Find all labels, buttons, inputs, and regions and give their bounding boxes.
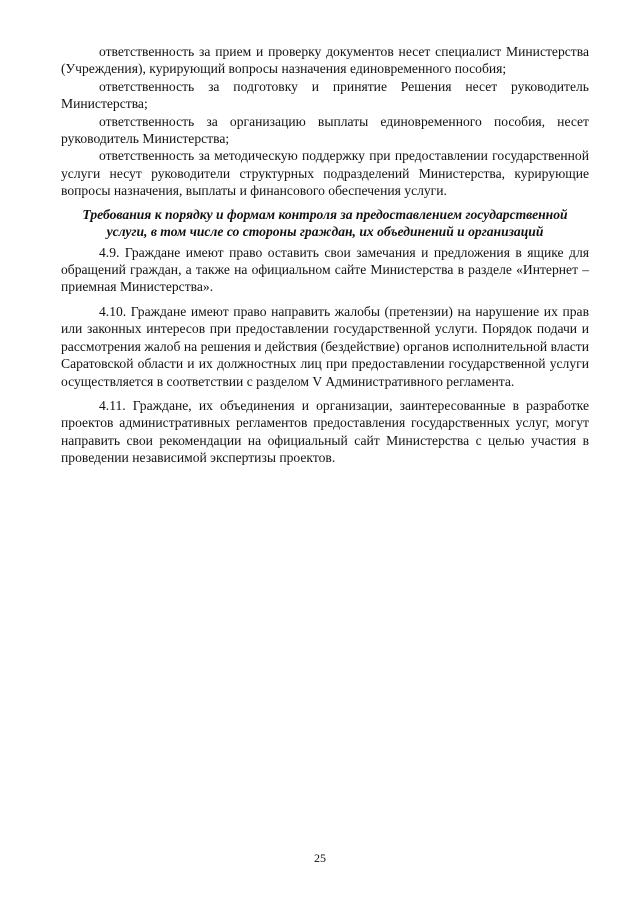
paragraph-responsibility-payment: ответственность за организацию выплаты единовременного пособия, несет руководитель Министерства; <box>61 113 589 147</box>
paragraph-4-10: 4.10. Граждане имеют право направить жалобы (претензии) на нарушение их прав или законных интересов при предоставлении государственной услуги. Порядок подачи и рассмотрения жалоб на решения и действия (бездействие) органов исполнительной власти Саратовской области и их должностных лиц при предоставлении государственной услуги осуществляется в соответствии с разделом V Административного регламента. <box>61 303 589 389</box>
paragraph-4-11: 4.11. Граждане, их объединения и организации, заинтересованные в разработке проектов административных регламентов предоставления государственных услуг, могут направить свои рекомендации на официальный сайт Министерства с целью участия в проведении независимой экспертизы проектов. <box>61 397 589 466</box>
section-heading-line-1: Требования к порядку и формам контроля за предоставлением государственной <box>82 206 568 222</box>
section-heading <box>61 206 589 240</box>
paragraph-responsibility-decision: ответственность за подготовку и принятие Решения несет руководитель Министерства; <box>61 78 589 112</box>
section-heading-line-2: услуги, в том числе со стороны граждан, их объединений и организаций <box>106 223 544 239</box>
paragraph-4-9: 4.9. Граждане имеют право оставить свои замечания и предложения в ящике для обращений граждан, а также на официальном сайте Министерства в разделе «Интернет – приемная Министерства». <box>61 244 589 295</box>
page-content <box>61 43 589 467</box>
paragraph-responsibility-methodical: ответственность за методическую поддержку при предоставлении государственной услуги несут руководители структурных подразделений Министерства, курирующие вопросы назначения, выплаты и финансового обеспечения услуги. <box>61 148 589 199</box>
page-number: 25 <box>314 851 326 865</box>
paragraph-responsibility-documents: ответственность за прием и проверку документов несет специалист Министерства (Учреждения), курирующий вопросы назначения единовременного пособия; <box>61 44 589 77</box>
